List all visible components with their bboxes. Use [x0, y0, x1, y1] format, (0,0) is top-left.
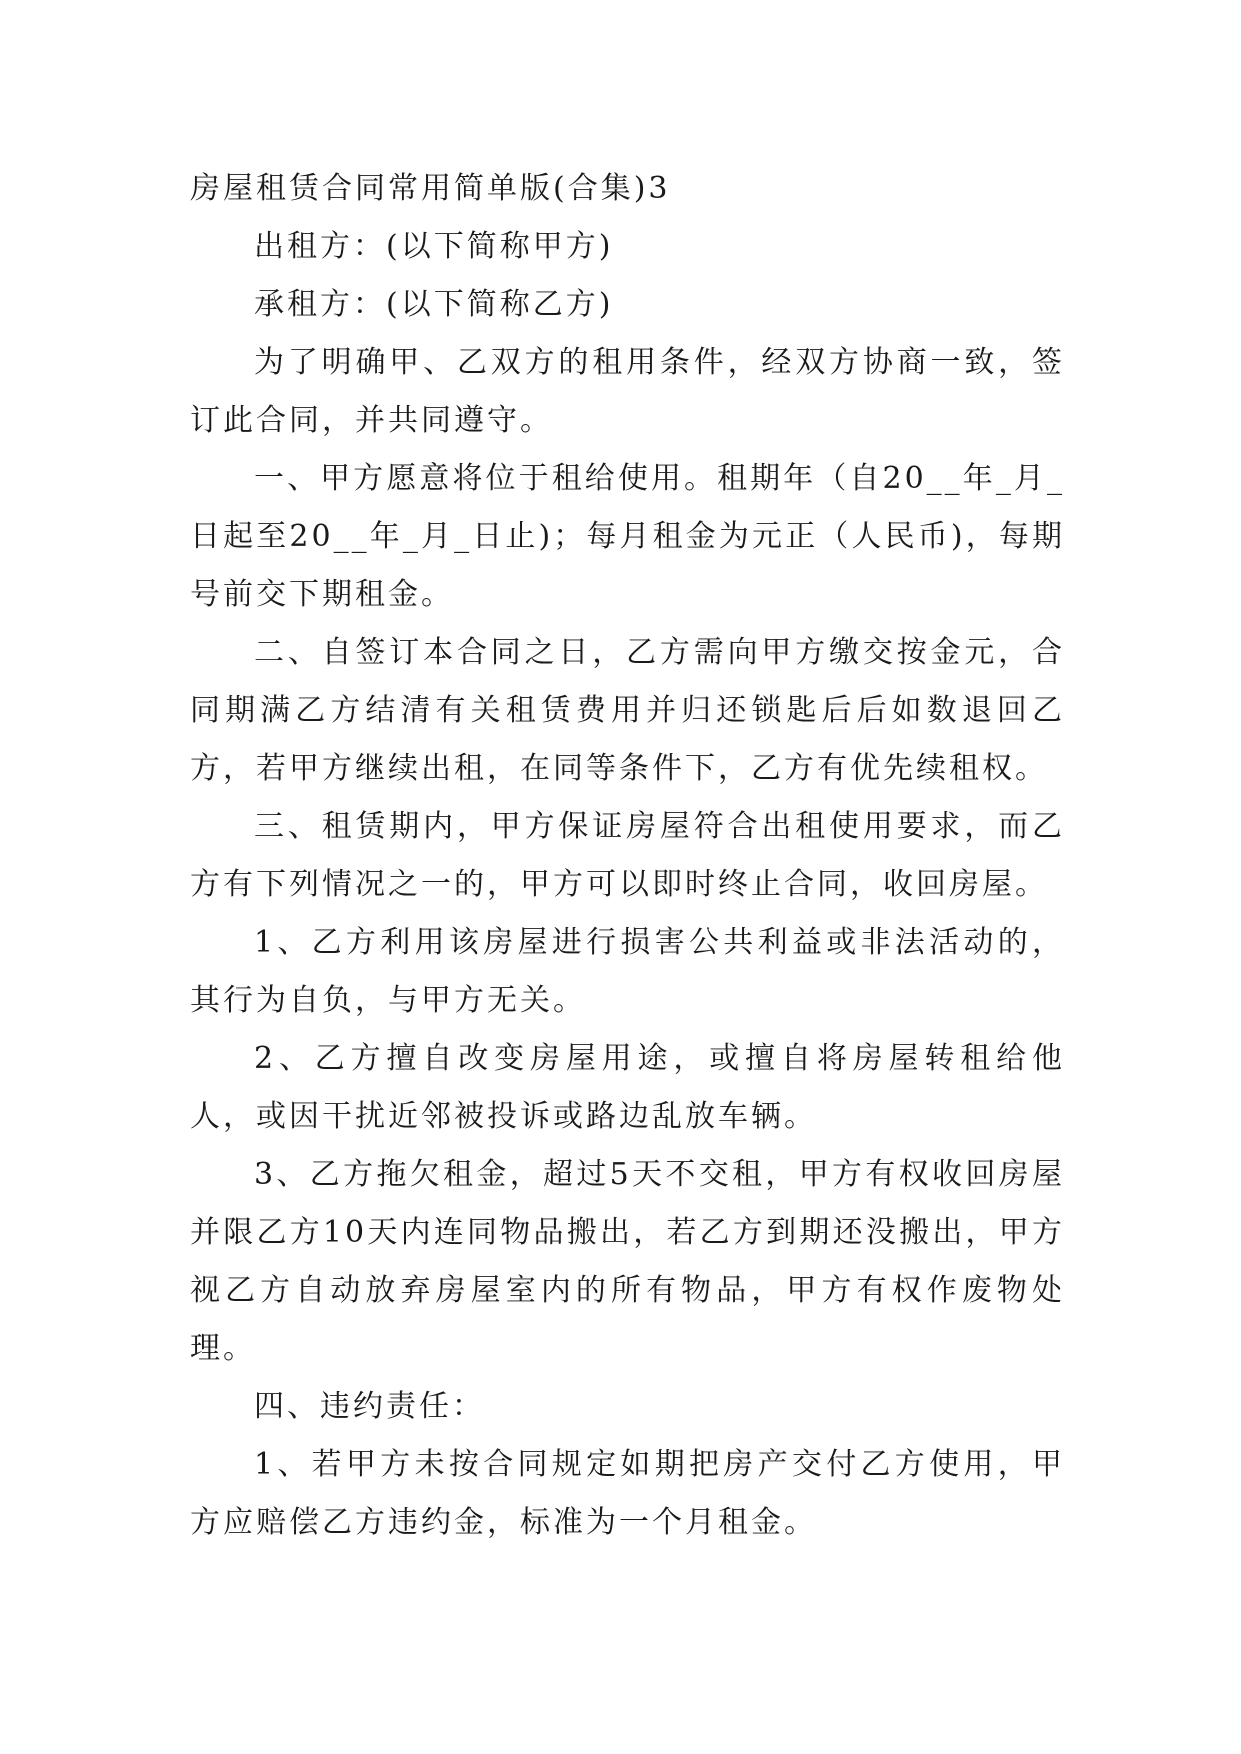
paragraph-clause-4-item-1: 1、若甲方未按合同规定如期把房产交付乙方使用，甲方应赔偿乙方违约金，标准为一个月租金。	[190, 1447, 1065, 1540]
paragraph-clause-3-item-1: 1、乙方利用该房屋进行损害公共利益或非法活动的，其行为自负，与甲方无关。	[190, 925, 1065, 1018]
paragraph-clause-3-item-3: 3、乙方拖欠租金，超过5天不交租，甲方有权收回房屋并限乙方10天内连同物品搬出，若乙方到期还没搬出，甲方视乙方自动放弃房屋室内的所有物品，甲方有权作废物处理。	[190, 1157, 1065, 1366]
paragraph-clause-1: 一、甲方愿意将位于租给使用。租期年（自20__年_月_日起至20__年_月_日止)；每月租金为元正（人民币)，每期号前交下期租金。	[190, 461, 1065, 612]
paragraph-clause-3: 三、租赁期内，甲方保证房屋符合出租使用要求，而乙方有下列情况之一的，甲方可以即时终止合同，收回房屋。	[190, 809, 1065, 902]
paragraph-preamble: 为了明确甲、乙双方的租用条件，经双方协商一致，签订此合同，并共同遵守。	[190, 345, 1065, 438]
paragraph-clause-2: 二、自签订本合同之日，乙方需向甲方缴交按金元，合同期满乙方结清有关租赁费用并归还锁匙后后如数退回乙方，若甲方继续出租，在同等条件下，乙方有优先续租权。	[190, 635, 1065, 786]
document-body	[190, 160, 1065, 1552]
paragraph-clause-4: 四、违约责任：	[254, 1389, 485, 1424]
document-title: 房屋租赁合同常用简单版(合集)3	[190, 171, 671, 206]
paragraph-clause-3-item-2: 2、乙方擅自改变房屋用途，或擅自将房屋转租给他人，或因干扰近邻被投诉或路边乱放车辆。	[190, 1041, 1065, 1134]
paragraph-lessee: 承租方：(以下简称乙方)	[254, 287, 614, 322]
paragraph-lessor: 出租方：(以下简称甲方)	[254, 229, 614, 264]
